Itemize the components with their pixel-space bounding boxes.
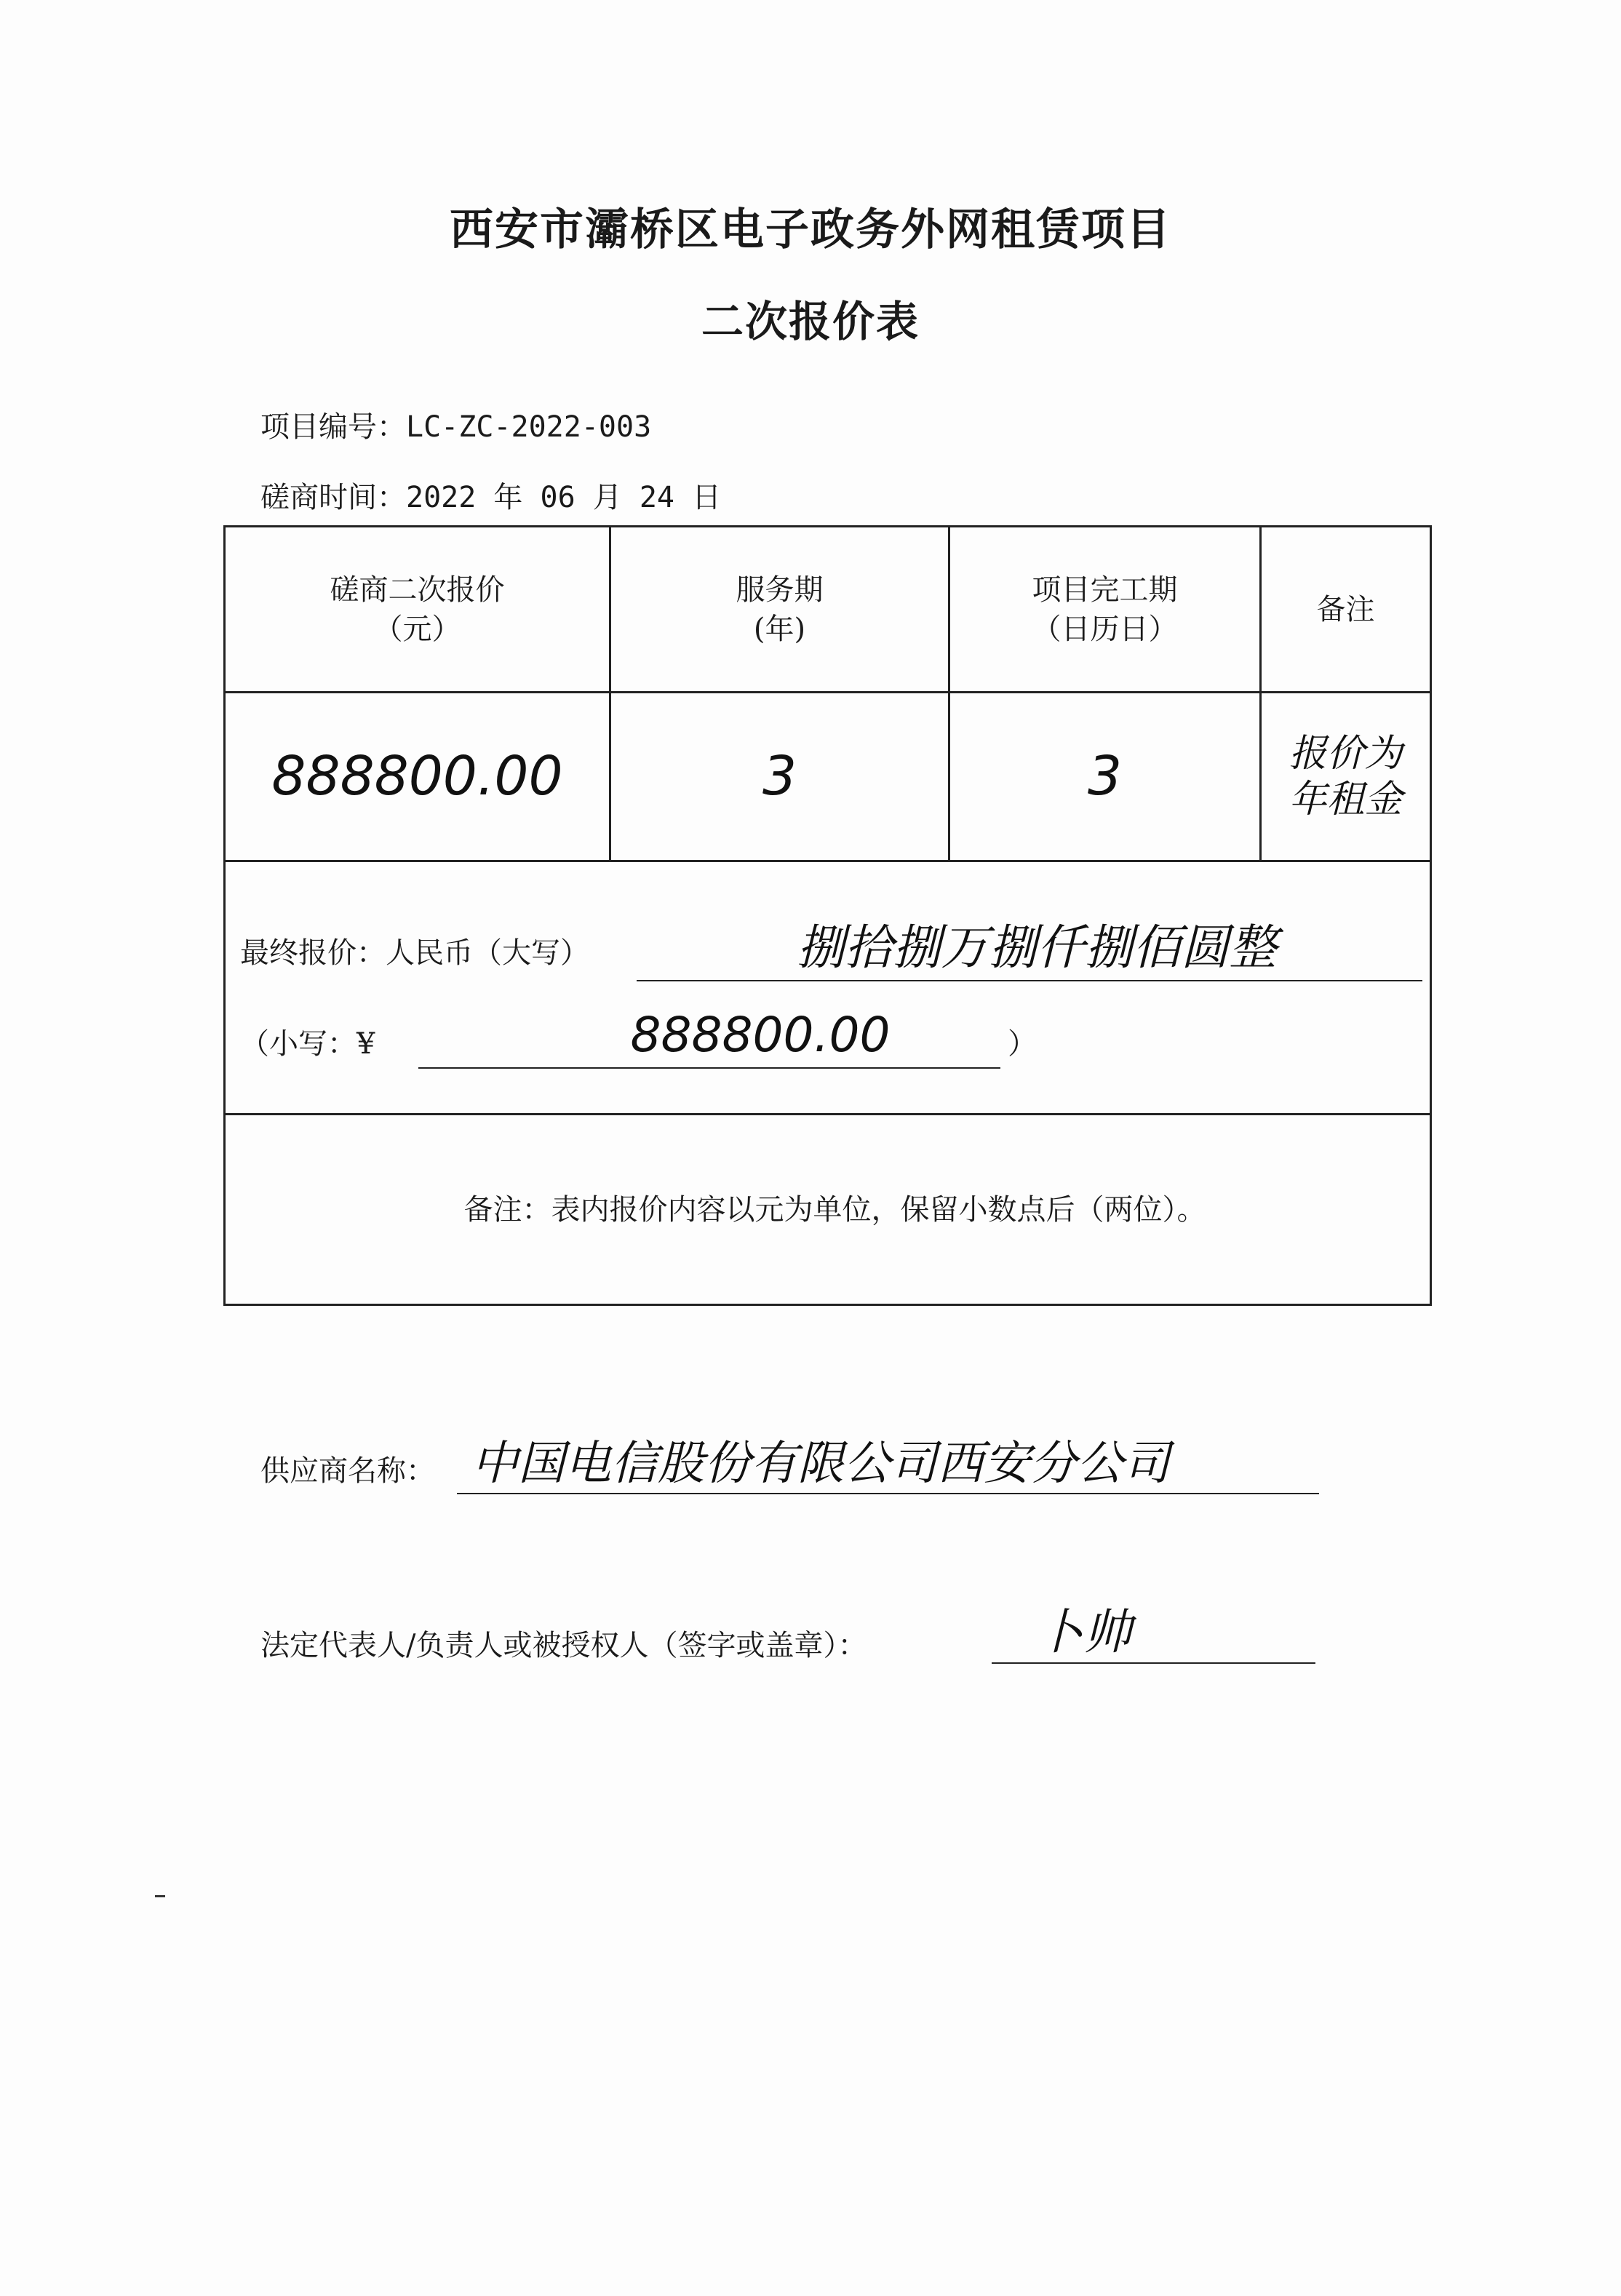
supplier-label: 供应商名称：: [260, 1454, 435, 1488]
project-number-value: LC-ZC-2022-003: [406, 410, 652, 444]
final-price-label: 最终报价：人民币（大写）: [240, 936, 589, 970]
quote-table-data-row: [225, 693, 1431, 861]
small-figure-close: ）: [1008, 1027, 1037, 1061]
completion-days-value: 3: [949, 693, 1261, 861]
final-price-words: 捌拾捌万捌仟捌佰圆整: [637, 915, 1422, 981]
legal-representative-row: [260, 1601, 1323, 1662]
negotiation-date-value: 2022 年 06 月 24 日: [406, 481, 722, 514]
signature: 卜帅: [992, 1593, 1315, 1664]
small-figure-label: （小写：¥: [240, 1027, 375, 1061]
header-remark: 备注: [1261, 527, 1431, 693]
final-price-figure-line: [240, 995, 1430, 1075]
quote-table: [223, 525, 1432, 1306]
document-subtitle: 二次报价表: [701, 297, 920, 346]
document-title: 西安市灞桥区电子政务外网租赁项目: [450, 204, 1171, 255]
small-figure-value: 888800.00: [418, 1002, 1000, 1069]
final-price-row: [225, 861, 1431, 1115]
remark-value: 报价为 年租金: [1261, 693, 1431, 861]
stray-mark: [155, 1895, 165, 1897]
legal-representative-label: 法定代表人/负责人或被授权人（签字或盖章）：: [260, 1629, 867, 1662]
header-price: 磋商二次报价 （元）: [225, 527, 610, 693]
negotiation-date-label: 磋商时间：: [260, 481, 406, 514]
note-text: 备注：表内报价内容以元为单位，保留小数点后（两位）。: [225, 1115, 1431, 1305]
header-service-period: 服务期 (年): [610, 527, 949, 693]
note-row: [225, 1115, 1431, 1305]
project-number-row: [260, 404, 651, 445]
quote-table-header-row: [225, 527, 1431, 693]
header-completion-period: 项目完工期 （日历日）: [949, 527, 1261, 693]
supplier-name: 中国电信股份有限公司西安分公司: [457, 1426, 1319, 1494]
supplier-row: [260, 1426, 1308, 1491]
service-years-value: 3: [610, 693, 949, 861]
price-value: 888800.00: [225, 693, 610, 861]
negotiation-date-row: [260, 474, 721, 516]
final-price-words-line: [240, 901, 1430, 981]
project-number-label: 项目编号：: [260, 410, 406, 444]
